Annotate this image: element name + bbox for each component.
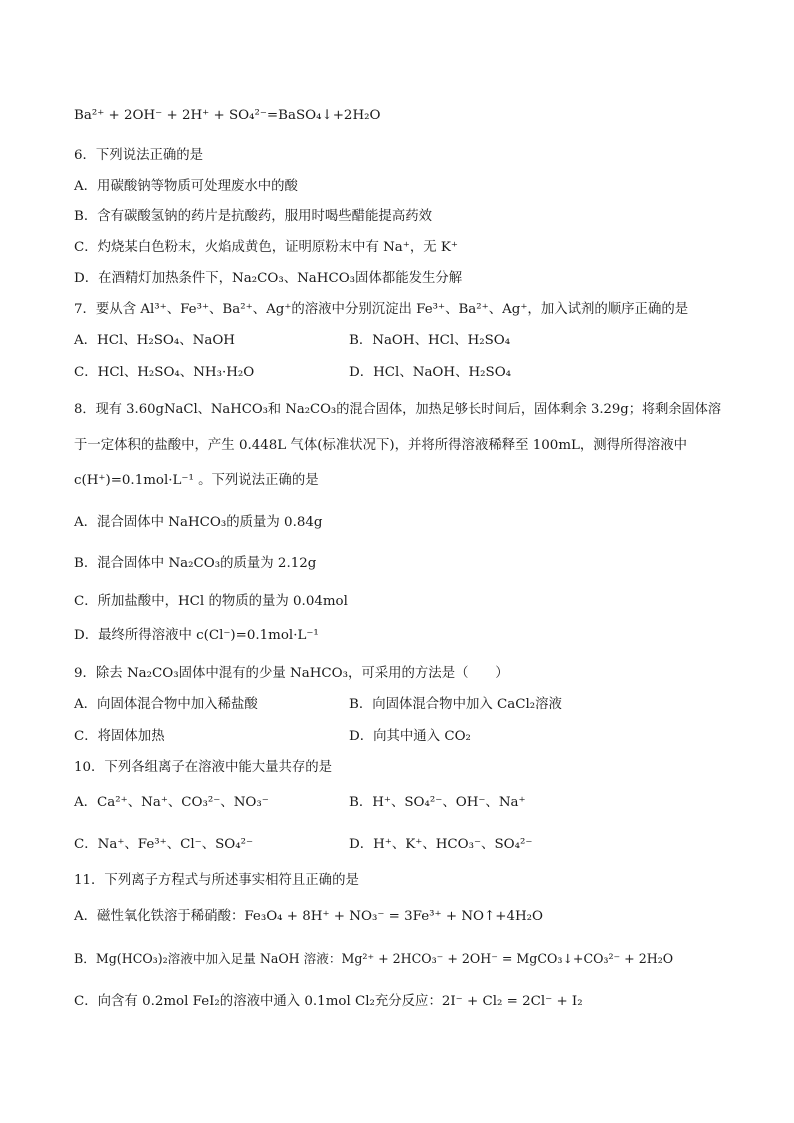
- question-7-option-c: C．HCl、H₂SO₄、NH₃·H₂O: [74, 365, 255, 380]
- question-9-option-a: A．向固体混合物中加入稀盐酸: [74, 697, 258, 712]
- question-8-option-a: A．混合固体中 NaHCO₃的质量为 0.84g: [74, 515, 323, 530]
- question-9-options-row-1: [74, 696, 562, 714]
- question-6-option-b: B．含有碳酸氢钠的药片是抗酸药，服用时喝些醋能提高药效: [74, 209, 432, 224]
- question-11-option-a: A．磁性氧化铁溶于稀硝酸：Fe₃O₄ + 8H⁺ + NO₃⁻ = 3Fe³⁺ + NO↑+4H₂O: [74, 909, 543, 924]
- question-7-option-a: A．HCl、H₂SO₄、NaOH: [74, 333, 235, 348]
- question-6-option-c: C．灼烧某白色粉末，火焰成黄色，证明原粉末中有 Na⁺，无 K⁺: [74, 240, 458, 255]
- question-10-option-d: D．H⁺、K⁺、HCO₃⁻、SO₄²⁻: [349, 837, 533, 852]
- question-7-stem: 7．要从含 Al³⁺、Fe³⁺、Ba²⁺、Ag⁺的溶液中分别沉淀出 Fe³⁺、Ba²⁺、Ag⁺，加入试剂的顺序正确的是: [74, 302, 689, 317]
- question-9-option-c: C．将固体加热: [74, 729, 165, 744]
- question-10-options-row-2: [74, 836, 533, 854]
- question-9-stem: 9．除去 Na₂CO₃固体中混有的少量 NaHCO₃，可采用的方法是（ ）: [74, 666, 509, 681]
- question-10-stem: 10．下列各组离子在溶液中能大量共存的是: [74, 760, 333, 775]
- question-11-stem: 11．下列离子方程式与所述事实相符且正确的是: [74, 873, 359, 888]
- question-11-option-b: B．Mg(HCO₃)₂溶液中加入足量 NaOH 溶液：Mg²⁺ + 2HCO₃⁻ + 2OH⁻ = MgCO₃↓+CO₃²⁻ + 2H₂O: [74, 951, 674, 966]
- question-10-options-row-1: [74, 794, 526, 812]
- question-7-options-row-1: [74, 332, 511, 350]
- question-6-option-d: D．在酒精灯加热条件下，Na₂CO₃、NaHCO₃固体都能发生分解: [74, 271, 463, 286]
- question-6-option-a: A．用碳酸钠等物质可处理废水中的酸: [74, 179, 298, 194]
- question-8-option-d: D．最终所得溶液中 c(Cl⁻)=0.1mol·L⁻¹: [74, 628, 319, 643]
- question-11-option-c: C．向含有 0.2mol FeI₂的溶液中通入 0.1mol Cl₂充分反应：2I⁻ + Cl₂ = 2Cl⁻ + I₂: [74, 994, 583, 1009]
- question-7-option-b: B．NaOH、HCl、H₂SO₄: [349, 333, 511, 348]
- question-8-stem-line-3: c(H⁺)=0.1mol·L⁻¹ 。下列说法正确的是: [74, 473, 319, 488]
- question-9-option-b: B．向固体混合物中加入 CaCl₂溶液: [349, 697, 562, 712]
- question-10-option-a: A．Ca²⁺、Na⁺、CO₃²⁻、NO₃⁻: [74, 795, 269, 810]
- question-9-options-row-2: [74, 728, 471, 746]
- question-8-stem-line-2: 于一定体积的盐酸中，产生 0.448L 气体(标准状况下)，并将所得溶液稀释至 100mL，测得所得溶液中: [74, 438, 688, 453]
- previous-answer-equation: Ba²⁺ + 2OH⁻ + 2H⁺ + SO₄²⁻=BaSO₄↓+2H₂O: [74, 108, 381, 123]
- question-10-option-c: C．Na⁺、Fe³⁺、Cl⁻、SO₄²⁻: [74, 837, 254, 852]
- question-10-option-b: B．H⁺、SO₄²⁻、OH⁻、Na⁺: [349, 795, 526, 810]
- question-7-option-d: D．HCl、NaOH、H₂SO₄: [349, 365, 512, 380]
- question-8-option-b: B．混合固体中 Na₂CO₃的质量为 2.12g: [74, 556, 317, 571]
- question-8-option-c: C．所加盐酸中，HCl 的物质的量为 0.04mol: [74, 594, 348, 609]
- question-8-stem-line-1: 8．现有 3.60gNaCl、NaHCO₃和 Na₂CO₃的混合固体，加热足够长时间后，固体剩余 3.29g；将剩余固体溶: [74, 402, 722, 417]
- question-9-option-d: D．向其中通入 CO₂: [349, 729, 471, 744]
- question-6-stem: 6．下列说法正确的是: [74, 148, 204, 163]
- question-7-options-row-2: [74, 364, 512, 382]
